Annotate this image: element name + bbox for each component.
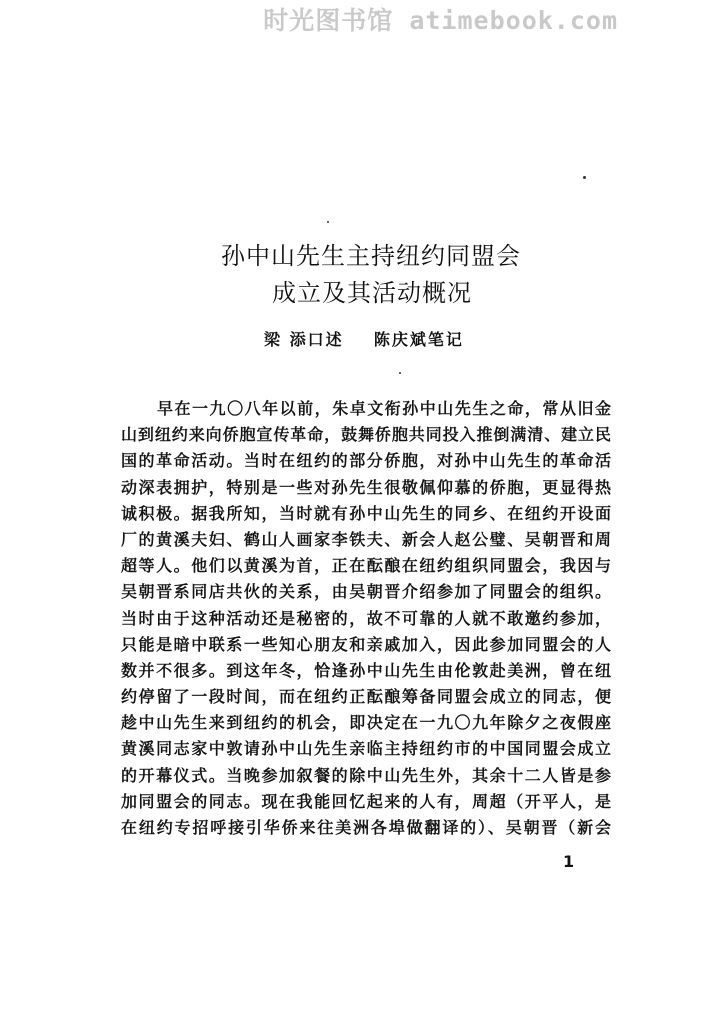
- body-line: 约停留了一段时间，而在纽约正酝酿筹备同盟会成立的同志，便: [121, 687, 611, 707]
- article-title-line-2: 成立及其活动概况: [272, 279, 472, 307]
- body-line: 加同盟会的同志。现在我能回忆起来的人有，周超（开平人，是: [121, 791, 611, 811]
- body-line: 吴朝晋系同店共伙的关系，由吴朝晋介绍参加了同盟会的组织。: [121, 582, 611, 602]
- body-line: 国的革命活动。当时在纽约的部分侨胞，对孙中山先生的革命活: [121, 451, 611, 471]
- body-line: 的开幕仪式。当晚参加叙餐的除中山先生外，其余十二人皆是参: [121, 765, 611, 785]
- body-line: 动深表拥护，特别是一些对孙先生很敬佩仰慕的侨胞，更显得热: [121, 477, 611, 497]
- scan-speck: [327, 221, 329, 223]
- body-line: 当时由于这种活动还是秘密的，故不可靠的人就不敢邀约参加，: [121, 608, 611, 628]
- body-line: 早在一九〇八年以前，朱卓文衔孙中山先生之命，常从旧金: [157, 399, 611, 418]
- article-title-line-1: 孙中山先生主持纽约同盟会: [221, 242, 521, 270]
- body-line: 诚积极。据我所知，当时就有孙中山先生的同乡、在纽约开设面: [121, 503, 611, 523]
- body-line: 在纽约专招呼接引华侨来往美洲各埠做翻译的）、吴朝晋（新会: [121, 818, 611, 837]
- body-line: 数并不很多。到这年冬，恰逢孙中山先生由伦敦赴美洲，曾在纽: [121, 660, 611, 680]
- watermark: 时光图书馆 atimebook.com: [263, 6, 618, 35]
- body-line: 黄溪同志家中敦请孙中山先生亲临主持纽约市的中国同盟会成立: [121, 739, 611, 759]
- body-line: 超等人。他们以黄溪为首，正在酝酿在纽约组织同盟会，我因与: [121, 556, 611, 576]
- article-body: [121, 396, 611, 841]
- byline: 梁 添口述 陈庆斌笔记: [264, 330, 464, 349]
- scan-speck: [583, 176, 586, 179]
- body-line: 山到纽约来向侨胞宣传革命，鼓舞侨胞共同投入推倒满清、建立民: [121, 425, 611, 445]
- page-number: 1: [563, 852, 575, 871]
- scan-speck: [399, 372, 401, 374]
- body-line: 只能是暗中联系一些知心朋友和亲戚加入，因此参加同盟会的人: [121, 634, 611, 654]
- body-line: 趁中山先生来到纽约的机会，即决定在一九〇九年除夕之夜假座: [121, 713, 611, 733]
- body-line: 厂的黄溪夫妇、鹤山人画家李铁夫、新会人赵公璧、吴朝晋和周: [121, 529, 611, 549]
